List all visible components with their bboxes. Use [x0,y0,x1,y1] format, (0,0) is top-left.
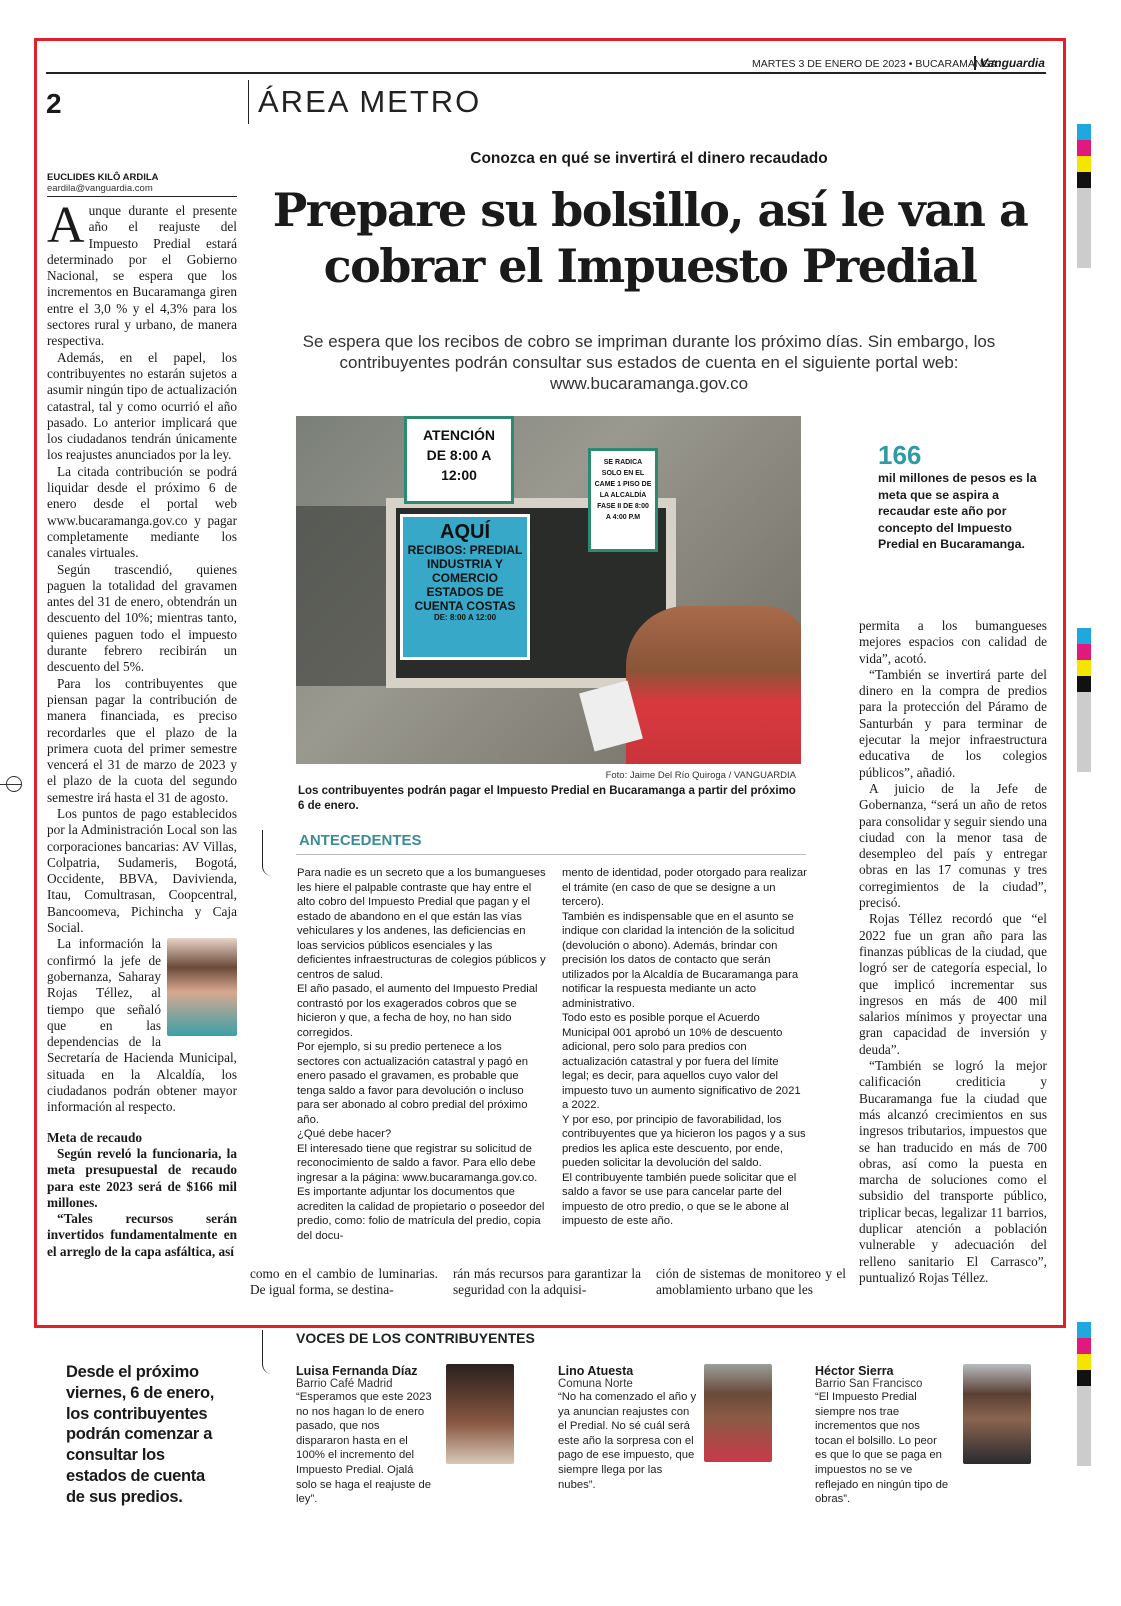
voices-brace [262,1330,276,1374]
headline-line-2: cobrar el Impuesto Predial [323,239,977,293]
voice-name: Lino Atuesta [558,1364,634,1378]
sign-recibos [400,514,530,660]
antecedentes-a5: El interesado tiene que registrar su solicitud de reconocimiento de saldo a favor. Para ello debe ingresar a la página: www.bucaramanga.gov.co. [297,1142,538,1184]
voice-card [558,1364,798,1564]
col1-paragraph-2: Además, en el papel, los contribuyentes no estarán sujetos a asumir ningún tipo de actualización catastral, tal y como ocurrió el año pasado. Lo anterior implicará que los ciudadanos tendrán únicamente los reajustes anunciados por la ley. [47,349,237,463]
antecedentes-b3: Todo esto es posible porque el Acuerdo Municipal 001 aprobó un 10% de descuento adicional, pero solo para predios con actualización catastral y por fuera del límite legal; es decir, para aquellos cuyo valor del impuesto tuvo un aumento significativo de 2021 a 2022. [562,1012,801,1111]
voice-name: Luisa Fernanda Díaz [296,1364,418,1378]
col1-paragraph-9: “Tales recursos serán invertidos fundamentalmente en el arreglo de la capa asfáltica, así [47,1211,237,1259]
antecedentes-a6: Es importante adjuntar los documentos que acrediten la calidad de propietario o poseedor del predio, como: folio de matrícula del predio, copia del docu- [297,1186,545,1242]
dateline: MARTES 3 DE ENERO DE 2023 • BUCARAMANGA [752,58,998,70]
man-figure [626,606,801,764]
brand-name: Vanguardia [980,56,1045,70]
sign-radicacion: SE RADICA SOLO EN EL CAME 1 PISO DE LA ALCALDÍA FASE II DE 8:00 A 4:00 P.M [588,448,658,552]
voice-location: Comuna Norte [558,1378,633,1390]
antecedentes-column-2 [562,866,807,1229]
antecedentes-a3: Por ejemplo, si su predio pertenece a los sectores con actualización catastral y pagó en enero pasado el gravamen, es probable que tenga saldo a favor para devolución o incluso para ser abonado al cobro predial del próximo año. [297,1041,529,1126]
voice-card [815,1364,1045,1564]
voices-title: VOCES DE LOS CONTRIBUYENTES [296,1330,535,1346]
antecedentes-a2: El año pasado, el aumento del Impuesto Predial contrastó por los exagerados cobros que se hicieron y que, a fecha de hoy, no han sido corregidos. [297,983,538,1039]
stat-number: 166 [878,440,922,470]
right-paragraph-1: permita a los bumangueses mejores espacios con calidad de vida”, acotó. [859,618,1047,666]
brand-logo [974,56,1045,70]
deck: Se espera que los recibos de cobro se impriman durante los próximo días. Sin embargo, los contribuyentes podrán consultar sus estados de cuenta en el siguiente portal web: www.bucaramanga.gov.co [302,332,996,393]
col1-paragraph-1: unque durante el presente año el reajuste del Impuesto Predial estará determinado por el Gobierno Nacional, se espera que los incrementos en Bucaramanga giren entre el 3,0 % y el 4,3% para los sectores rural y urbano, de manera respectiva. [47,203,237,349]
sign-recibos-text: RECIBOS: PREDIAL INDUSTRIA Y COMERCIO ESTADOS DE CUENTA COSTAS [407,543,523,613]
antecedentes-rule [296,854,806,855]
voice-quote: “Esperamos que este 2023 no nos hagan lo de enero pasado, que nos dispararon hasta en el 100% el incremento del Impuesto Predial. Ojalá solo se haga el reajuste de ley”. [296,1391,432,1506]
headline-line-1: Prepare su bolsillo, así le van a [272,183,1028,237]
header-rule [46,72,1046,74]
voice-quote: “El Impuesto Predial siempre nos trae incrementos que nos tocan el bolsillo. Lo peor es que lo que se paga en impuestos no se ve reflejado en ningún tipo de obras”. [815,1391,949,1506]
article-column-right [859,618,1047,1286]
kicker: Conozca en qué se invertirá el dinero recaudado [470,150,828,167]
col1-paragraph-6: Los puntos de pago establecidos por la Administración Local son las corporaciones bancarias: AV Villas, Colpatria, Sudameris, Bogotá, Occidente, BBVA, Davivienda, Itau, Comultrasan, Coopcentral, Bancoomeva, Pichincha y Caja Social. [47,805,237,936]
article-column-1 [47,197,237,1260]
pull-quote: Desde el próximo viernes, 6 de enero, los contribuyentes podrán comenzar a consultar los estados de cuenta de sus predios. [66,1363,215,1506]
right-paragraph-4: Rojas Téllez recordó que “el 2022 fue un gran año para las finanzas públicas de la ciudad, que logró ser de categoría especial, lo que implicó incrementar sus ingresos en más de 400 mil salarios mínimos y proyectar una gran capacidad de inversión y deuda”. [859,911,1047,1057]
col1-paragraph-7: La información la confirmó la jefe de gobernanza, Saharay Rojas Téllez, al tiempo que señaló que en las dependencias de la Secretaría de Hacienda Municipal, situada en la Alcaldía, los ciudadanos podrán obtener mayor información al respecto. [47,936,237,1115]
col1-paragraph-8: Según reveló la funcionaria, la meta presupuestal de recaudo para este 2023 será de $166 mil millones. [47,1145,237,1210]
voice-photo [704,1364,772,1462]
photo-caption: Los contribuyentes podrán pagar el Impuesto Predial en Bucaramanga a partir del próximo 6 de enero. [298,785,796,812]
col1-paragraph-3: La citada contribución se podrá liquidar desde el próximo 6 de enero desde el portal web www.bucaramanga.gov.co y pagar completamente mediante los canales virtuales. [47,463,237,561]
bottom-col-3: rán más recursos para garantizar la seguridad con la adquisi- [453,1266,641,1298]
antecedentes-b2: También es indispensable que en el asunto se indique con claridad la intención de la solicitud (devolución o abono). Además, brindar con precisión los datos de contacto que serán utilizados por la Alcaldía de Bucaramanga para notificar la respuesta mediante un acto administrativo. [562,910,799,1010]
voice-location: Barrio San Francisco [815,1378,923,1390]
voice-quote: “No ha comenzado el año y ya anuncian reajustes con el Predial. No sé cuál será este año la sorpresa con el pago de ese impuesto, que siempre llega por las nubes”. [558,1391,697,1491]
page-number: 2 [46,88,62,119]
col1-subhead: Meta de recaudo [47,1129,143,1145]
antecedentes-b5: El contribuyente también puede solicitar que el saldo a favor se use para cancelar parte del impuesto de otro predio, o que se le abone al impuesto de este año. [562,1171,797,1227]
sign-recibos-title: AQUÍ [440,521,490,543]
voice-name: Héctor Sierra [815,1364,894,1378]
main-photo [296,416,801,764]
byline-author: EUCLIDES KILÔ ARDILA [47,172,159,183]
voice-card [296,1364,536,1564]
col1-paragraph-5: Para los contribuyentes que piensan pagar la contribución de manera financiada, es preciso recordarles que el plazo de la primera cuota del primer semestre vencerá el 31 de marzo de 2023 y el plazo de la cuota del segundo semestre irá hasta el 31 de agosto. [47,675,237,805]
voice-photo [446,1364,514,1464]
voice-location: Barrio Café Madrid [296,1378,393,1390]
antecedentes-column-1 [297,866,547,1243]
sign-recibos-hours: DE: 8:00 A 12:00 [433,613,497,622]
right-paragraph-2: “También se invertirá parte del dinero en la compra de predios para la protección del Páramo de Santurbán y para terminar de ejecutar la mejor infraestructura educativa de los colegios públicos”, añadió. [859,666,1047,780]
antecedentes-b4: Y por eso, por principio de favorabilidad, los contribuyentes que ya hicieron los pagos y a sus predios les aplica este descuento, por ende, pueden solicitar la devolución del saldo. [562,1113,806,1169]
photo-credit: Foto: Jaime Del Río Quiroga / VANGUARDIA [605,770,796,781]
col1-paragraph-4: Según trascendió, quienes paguen la totalidad del gravamen antes del 31 de enero, obtendrán un descuento del 10%; mientras tanto, quienes paguen todo el impuesto durante febrero recibirán un descuento del 5%. [47,561,237,675]
stat-caption: mil millones de pesos es la meta que se aspira a recaudar este año por concepto del Impuesto Predial en Bucaramanga. [878,471,1037,551]
antecedentes-a4: ¿Qué debe hacer? [297,1128,392,1140]
headline [260,182,1040,294]
right-paragraph-3: A juicio de la Jefe de Gobernanza, “será un año de retos para consolidar y seguir siendo una ciudad con la menor tasa de desempleo del país y entregar obras en las 17 comunas y tres corregimientos de la ciudad”, precisó. [859,780,1047,911]
byline-email: eardila@vanguardia.com [47,183,153,194]
registration-line [0,784,22,785]
antecedentes-a1: Para nadie es un secreto que a los bumangueses les hiere el palpable contraste que hay entre el alto cobro del Impuesto Predial que pagan y el estado de abandono en el que están las vías vehiculares y los andenes, las deficiencias en loas servicios públicos esenciales y las deficientes infraestructuras de colegios públicos y centros de salud. [297,867,546,981]
antecedentes-brace [262,830,276,876]
source-portrait [167,938,237,1036]
portrait-photo [167,938,237,1036]
voice-photo [963,1364,1031,1464]
antecedentes-title: ANTECEDENTES [299,832,422,849]
section-title: ÁREA METRO [258,84,482,119]
section-divider [248,80,249,124]
sign-hours: ATENCIÓN DE 8:00 A 12:00 [404,416,514,504]
drop-cap: A [47,197,85,254]
antecedentes-b1: mento de identidad, poder otorgado para realizar el trámite (en caso de que se designe a un tercero). [562,867,807,908]
right-paragraph-5: “También se logró la mejor calificación crediticia y Bucaramanga fue la ciudad que más alcanzó crecimientos en sus ingresos tributarios, impuestos que se han traducido en más de 700 obras, así como la puesta en marcha de soluciones como el subsidio del transporte público, triplicar becas, legalizar 11 barrios, duplicar atención a población vulnerable y adecuación del relleno sanitario El Carrasco”, puntualizó Rojas Téllez. [859,1058,1047,1285]
bottom-col-4: ción de sistemas de monitoreo y el amoblamiento urbano que les [656,1266,846,1298]
bottom-col-2: como en el cambio de luminarias. De igual forma, se destina- [250,1266,438,1298]
